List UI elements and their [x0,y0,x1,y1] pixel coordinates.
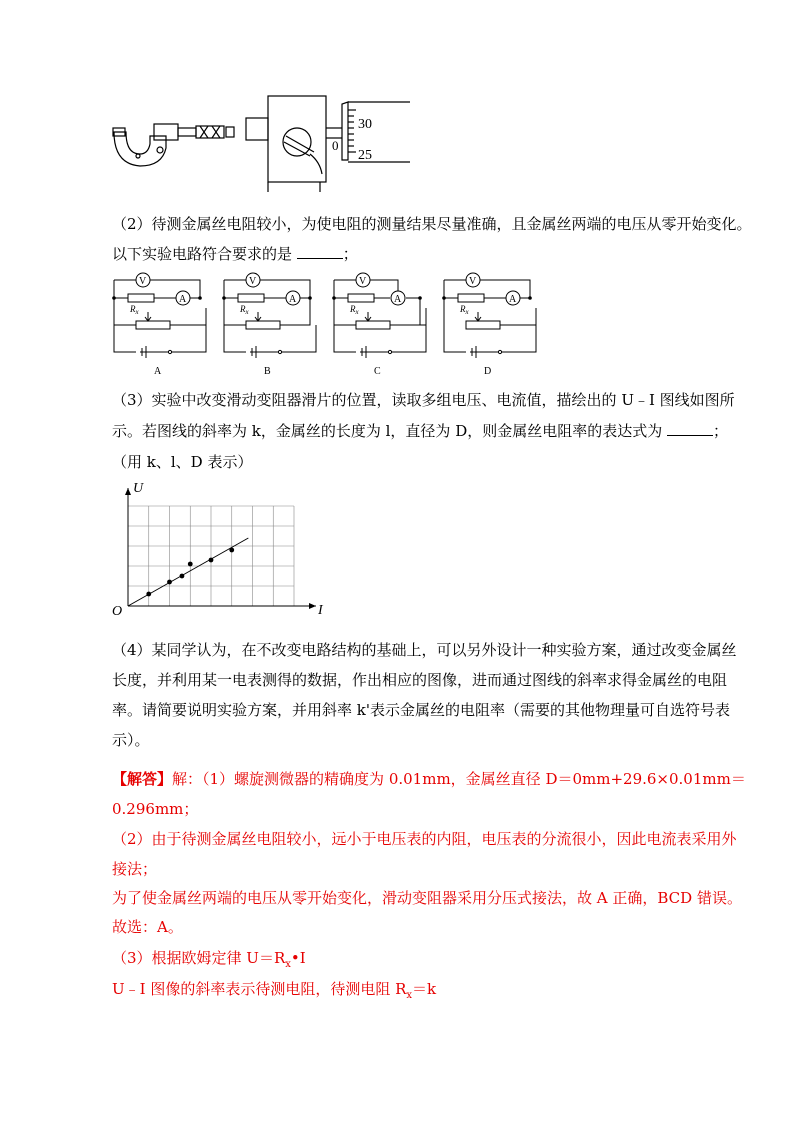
q4-line4: 示）。 [112,731,150,749]
circuit-C [328,268,432,378]
data-point [180,574,185,579]
y-axis-arrow [125,488,131,495]
circuit-B [218,268,322,378]
circuit-A [108,268,212,378]
q3-line3: （用 k、l、D 表示） [112,453,253,471]
x-axis-arrow [309,603,316,609]
micrometer-scale-lower: 25 [358,148,372,163]
micrometer-figure [110,92,420,194]
circuit-C-ammeter-label: A [394,294,402,305]
circuit-A-rx-sub: x [135,308,139,316]
circuit-B-ammeter-label: A [289,294,297,305]
micrometer-scale-zero: 0 [332,138,339,153]
answer-2-line1: （2）由于待测金属丝电阻较小，远小于电压表的内阻，电压表的分流很小，因此电流表采用外 [112,830,737,848]
circuit-A-ammeter-label: A [179,294,187,305]
data-point [188,562,193,567]
circuit-C-rx-sub: x [355,308,359,316]
data-point [167,580,172,585]
circuit-B-rx-label [239,304,250,316]
circuit-C-rx-text: R [350,304,356,314]
q3-line2-prefix: 示。若图线的斜率为 k，金属丝的长度为 l，直径为 D，则金属丝电阻率的表达式为 [112,422,667,440]
circuit-A-rx-text: R [130,304,136,314]
answer-2-line3: 为了使金属丝两端的电压从零开始变化，滑动变阻器采用分压式接法，故 A 正确，BCD 错误。 [112,889,742,907]
answer-blank-q2[interactable] [297,244,343,259]
circuit-D-ammeter-label: A [509,294,517,305]
answer-1-line1 [112,769,752,789]
data-point [229,548,234,553]
q2-line2 [112,244,752,264]
origin-label: O [112,604,123,618]
q2-line1: （2）待测金属丝电阻较小，为使电阻的测量结果尽量准确，且金属丝两端的电压从零开始变化。 [112,215,752,233]
circuit-B-voltmeter-label: V [249,276,257,287]
circuit-B-label: B [264,366,271,377]
circuit-D-rx-sub: x [465,308,469,316]
q3-line2 [112,421,752,441]
answer-3-line2-sub: x [406,990,413,1001]
micrometer-scale-upper: 30 [358,117,372,132]
answer-blank-q3[interactable] [667,421,713,436]
circuit-B-rx-sub: x [245,308,249,316]
q4-line3: 率。请简要说明实验方案，并用斜率 k'表示金属丝的电阻率（需要的其他物理量可自选符号表 [112,701,730,719]
answer-3-line2-prefix: U﹣I 图像的斜率表示待测电阻，待测电阻 R [112,980,407,998]
circuit-C-label: C [374,366,381,377]
q4-line2: 长度，并利用某一电表测得的数据，作出相应的图像，进而通过图线的斜率求得金属丝的电阻 [112,671,728,689]
circuit-C-voltmeter-label: V [359,276,367,287]
y-axis-label: U [133,481,144,496]
answer-1-line2: 0.296mm； [112,800,199,818]
data-point [146,592,151,597]
q2-line2-suffix: ； [342,245,358,263]
circuit-D-label: D [484,366,492,377]
answer-3-line1-sub: x [285,959,291,970]
circuit-B-rx-text: R [240,304,246,314]
answer-2-line2: 接法； [112,860,158,878]
answer-3-line1-prefix: （3）根据欧姆定律 U＝R [112,949,286,967]
answer-3-line2 [112,979,752,1006]
x-axis-label: I [318,603,323,618]
circuit-A-rx-label [129,304,140,316]
circuit-C-rx-label [349,304,360,316]
answer-tag: 【解答】 [112,770,173,788]
answer-3-line1-suffix: •I [290,949,306,967]
q4-line1: （4）某同学认为，在不改变电路结构的基础上，可以另外设计一种实验方案，通过改变金属丝 [112,641,737,659]
circuit-D-voltmeter-label: V [469,276,477,287]
answer-3-line1 [112,948,752,975]
circuit-D-rx-label [459,304,470,316]
q3-line1: （3）实验中改变滑动变阻器滑片的位置，读取多组电压、电流值，描绘出的 U﹣I 图线如图所 [112,391,735,409]
answer-1-text: 解：（1）螺旋测微器的精确度为 0.01mm，金属丝直径 D＝0mm+29.6×0.01mm＝ [172,770,746,788]
q2-line2-prefix: 以下实验电路符合要求的是 [112,245,297,263]
q3-line2-suffix: ； [713,422,729,440]
circuit-D [438,268,542,378]
circuit-diagrams [108,268,548,378]
circuit-D-rx-text: R [460,304,466,314]
answer-2-line4: 故选：A。 [112,918,183,936]
circuit-A-label: A [154,366,162,377]
circuit-A-voltmeter-label: V [139,276,147,287]
data-point [209,558,214,563]
answer-3-line2-suffix: ＝k [412,980,437,998]
u-i-chart [110,478,330,618]
